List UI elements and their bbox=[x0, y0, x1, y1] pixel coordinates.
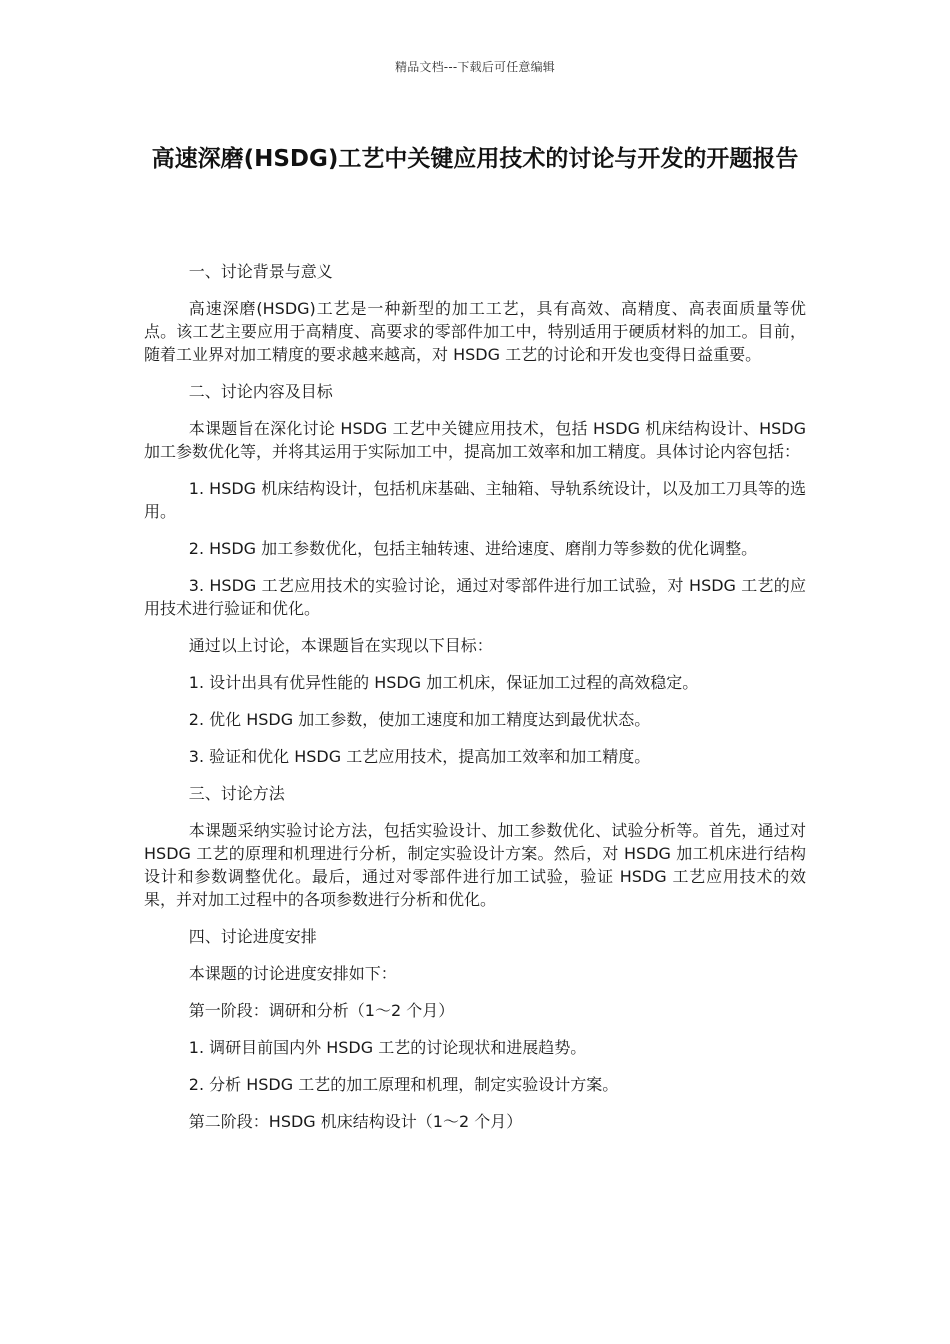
schedule-stage-2: 第二阶段：HSDG 机床结构设计（1～2 个月） bbox=[188, 1112, 523, 1131]
document-title: 高速深磨(HSDG)工艺中关键应用技术的讨论与开发的开题报告 bbox=[151, 146, 799, 172]
list-item-content-2: 2. HSDG 加工参数优化，包括主轴转速、进给速度、磨削力等参数的优化调整。 bbox=[188, 539, 758, 558]
paragraph-method: 本课题采纳实验讨论方法，包括实验设计、加工参数优化、试验分析等。首先，通过对 HSDG 工艺的原理和机理进行分析，制定实验设计方案。然后，对 HSDG 加工机床进行结构设计和参数调整优化。最后，通过对零部件进行加工试验，验证 HSDG 工艺应用技术的效果，并对加工过程中的各项参数进行分析和优化。 bbox=[144, 821, 806, 909]
document-body bbox=[144, 260, 806, 1147]
list-item-goal-3: 3. 验证和优化 HSDG 工艺应用技术，提高加工效率和加工精度。 bbox=[188, 747, 651, 766]
section-heading-schedule: 四、讨论进度安排 bbox=[188, 927, 317, 946]
paragraph-goals-intro: 通过以上讨论，本课题旨在实现以下目标： bbox=[188, 636, 493, 655]
list-item-stage-1-2: 2. 分析 HSDG 工艺的加工原理和机理，制定实验设计方案。 bbox=[188, 1075, 619, 1094]
schedule-stage-1: 第一阶段：调研和分析（1～2 个月） bbox=[188, 1001, 455, 1020]
paragraph-background: 高速深磨(HSDG)工艺是一种新型的加工工艺，具有高效、高精度、高表面质量等优点。该工艺主要应用于高精度、高要求的零部件加工中，特别适用于硬质材料的加工。目前，随着工业界对加工精度的要求越来越高，对 HSDG 工艺的讨论和开发也变得日益重要。 bbox=[144, 299, 806, 364]
list-item-goal-1: 1. 设计出具有优异性能的 HSDG 加工机床，保证加工过程的高效稳定。 bbox=[188, 673, 699, 692]
list-item-stage-1-1: 1. 调研目前国内外 HSDG 工艺的讨论现状和进展趋势。 bbox=[188, 1038, 587, 1057]
list-item-goal-2: 2. 优化 HSDG 加工参数，使加工速度和加工精度达到最优状态。 bbox=[188, 710, 651, 729]
section-heading-background: 一、讨论背景与意义 bbox=[188, 262, 333, 281]
list-item-content-1: 1. HSDG 机床结构设计，包括机床基础、主轴箱、导轨系统设计，以及加工刀具等的选用。 bbox=[144, 479, 806, 521]
section-heading-method: 三、讨论方法 bbox=[188, 784, 285, 803]
header-note: 精品文档---下载后可任意编辑 bbox=[395, 60, 555, 74]
paragraph-schedule-intro: 本课题的讨论进度安排如下： bbox=[188, 964, 397, 983]
paragraph-content-intro: 本课题旨在深化讨论 HSDG 工艺中关键应用技术，包括 HSDG 机床结构设计、HSDG 加工参数优化等，并将其运用于实际加工中，提高加工效率和加工精度。具体讨论内容包括： bbox=[144, 419, 806, 461]
section-heading-content: 二、讨论内容及目标 bbox=[188, 382, 333, 401]
list-item-content-3: 3. HSDG 工艺应用技术的实验讨论，通过对零部件进行加工试验，对 HSDG 工艺的应用技术进行验证和优化。 bbox=[144, 576, 806, 618]
